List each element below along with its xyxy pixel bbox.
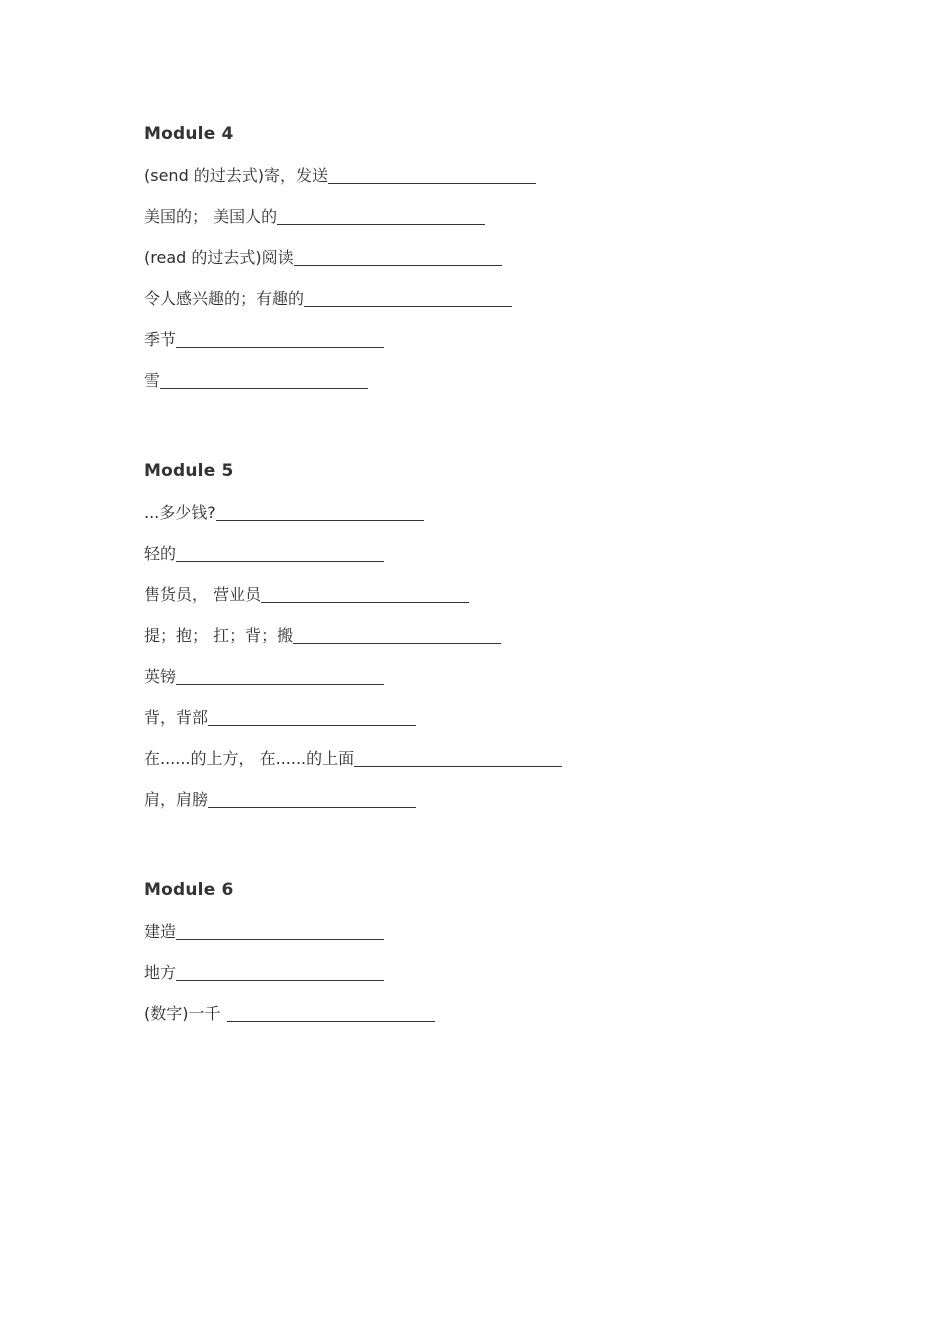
vocab-prompt: 在......的上方， 在......的上面 xyxy=(144,749,355,768)
vocab-row xyxy=(144,624,844,665)
vocab-prompt: 英镑 xyxy=(144,667,177,686)
vocab-row xyxy=(144,501,844,542)
answer-blank[interactable] xyxy=(176,961,384,981)
vocab-prompt: 提；抱； 扛；背；搬 xyxy=(144,626,294,645)
vocab-prompt: (send 的过去式)寄，发送 xyxy=(144,166,329,185)
vocab-row xyxy=(144,961,844,1002)
vocab-row xyxy=(144,706,844,747)
vocab-row xyxy=(144,920,844,961)
module-6-section xyxy=(144,879,844,1043)
answer-blank[interactable] xyxy=(176,920,384,940)
module-title: Module 4 xyxy=(144,124,234,144)
answer-blank[interactable] xyxy=(176,328,384,348)
answer-blank[interactable] xyxy=(277,205,485,225)
vocab-prompt: (read 的过去式)阅读 xyxy=(144,248,294,267)
module-title: Module 5 xyxy=(144,461,234,481)
answer-blank[interactable] xyxy=(328,164,536,184)
vocab-row xyxy=(144,287,844,328)
vocab-row xyxy=(144,747,844,788)
module-title: Module 6 xyxy=(144,880,234,900)
answer-blank[interactable] xyxy=(208,788,416,808)
vocab-row xyxy=(144,542,844,583)
answer-blank[interactable] xyxy=(208,706,416,726)
vocab-row xyxy=(144,1002,844,1043)
vocab-prompt: 建造 xyxy=(144,922,177,941)
vocab-prompt: 肩，肩膀 xyxy=(144,790,209,809)
answer-blank[interactable] xyxy=(293,624,501,644)
answer-blank[interactable] xyxy=(176,665,384,685)
module-4-section xyxy=(144,123,844,410)
vocab-row xyxy=(144,788,844,829)
vocab-prompt: 季节 xyxy=(144,330,177,349)
vocab-row xyxy=(144,164,844,205)
answer-blank[interactable] xyxy=(261,583,469,603)
vocab-prompt: (数字)一千 xyxy=(144,1004,221,1023)
vocab-prompt: ...多少钱? xyxy=(144,503,216,522)
answer-blank[interactable] xyxy=(176,542,384,562)
vocab-row xyxy=(144,246,844,287)
vocab-row xyxy=(144,369,844,410)
answer-blank[interactable] xyxy=(294,246,502,266)
answer-blank[interactable] xyxy=(354,747,562,767)
vocab-row xyxy=(144,665,844,706)
vocab-row xyxy=(144,583,844,624)
module-5-section xyxy=(144,460,844,829)
answer-blank[interactable] xyxy=(160,369,368,389)
vocab-prompt: 地方 xyxy=(144,963,177,982)
vocab-prompt: 售货员， 营业员 xyxy=(144,585,262,604)
vocab-prompt: 雪 xyxy=(144,371,161,390)
vocab-row xyxy=(144,328,844,369)
vocab-row xyxy=(144,205,844,246)
answer-blank[interactable] xyxy=(216,501,424,521)
vocab-prompt: 美国的； 美国人的 xyxy=(144,207,278,226)
vocab-prompt: 背，背部 xyxy=(144,708,209,727)
answer-blank[interactable] xyxy=(227,1002,435,1022)
vocab-prompt: 轻的 xyxy=(144,544,177,563)
answer-blank[interactable] xyxy=(304,287,512,307)
vocab-prompt: 令人感兴趣的；有趣的 xyxy=(144,289,305,308)
